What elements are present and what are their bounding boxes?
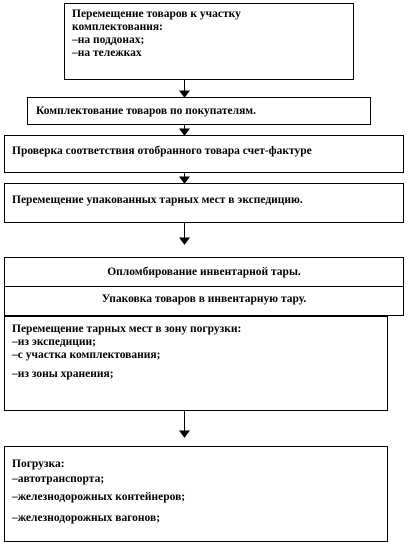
step-packing-into-containers xyxy=(4,286,404,316)
step-move-to-loading-zone xyxy=(4,316,388,411)
step-move-to-picking-area xyxy=(64,3,354,80)
step-title: Проверка соответствия отобранного товара счет-фактуре xyxy=(12,145,312,157)
step-title: Перемещение упакованных тарных мест в экспедицию. xyxy=(12,194,303,206)
step-line: –на поддонах; xyxy=(72,34,145,46)
step-line: –на тележках xyxy=(72,47,142,59)
step-title: Упаковка товаров в инвентарную тару. xyxy=(101,293,307,305)
step-invoice-check xyxy=(4,135,404,173)
step-title: Опломбирование инвентарной тары. xyxy=(107,266,301,278)
step-picking-by-customers xyxy=(27,97,371,125)
step-loading xyxy=(4,446,388,542)
step-line: –с участка комплектования; xyxy=(12,349,161,361)
step-line: –автотранспорта; xyxy=(12,473,105,485)
step-line: –из экспедиции; xyxy=(12,336,97,348)
step-title: Погрузка: xyxy=(12,458,65,470)
step-line: –из зоны хранения; xyxy=(12,368,114,380)
step-title: Комплектование товаров по покупателям. xyxy=(36,105,257,117)
step-title: Перемещение тарных мест в зону погрузки: xyxy=(12,323,242,335)
step-move-packed-to-dispatch xyxy=(4,183,404,223)
step-sealing-containers xyxy=(4,257,404,287)
step-title: Перемещение товаров к участку xyxy=(72,8,241,20)
step-line: комплектования: xyxy=(72,21,163,33)
step-line: –железнодорожных контейнеров; xyxy=(12,491,186,503)
step-line: –железнодорожных вагонов; xyxy=(12,512,161,524)
